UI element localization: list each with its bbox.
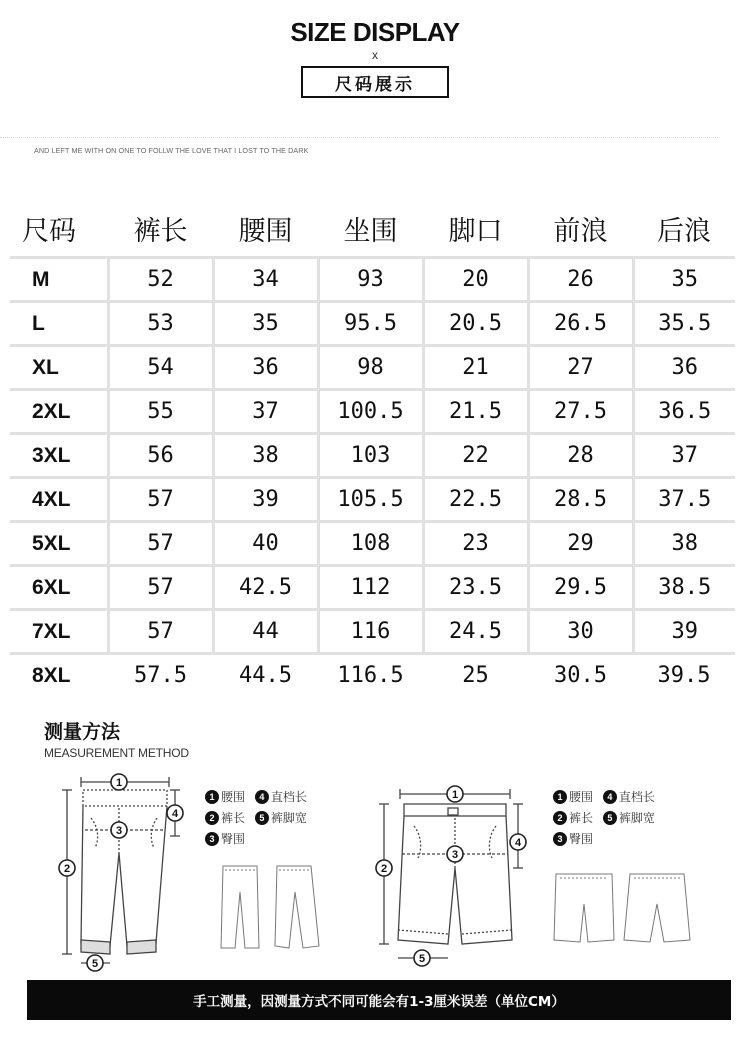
size-cell: 7XL [10, 610, 108, 654]
header-leg-opening: 脚口 [448, 215, 503, 247]
page-title: SIZE DISPLAY [290, 17, 460, 47]
measure-cell: 40 [213, 522, 318, 566]
measure-cell: 35.5 [633, 302, 735, 346]
measure-cell: 26.5 [528, 302, 633, 346]
measure-cell: 27.5 [528, 390, 633, 434]
svg-text:4: 4 [171, 808, 179, 820]
measure-cell: 37 [213, 390, 318, 434]
measure-cell: 22 [423, 434, 528, 478]
method-title: 测量方法 [44, 721, 121, 743]
table-row [10, 654, 735, 697]
header-size: 尺码 [22, 215, 76, 247]
measure-cell: 38 [633, 522, 735, 566]
header-waist: 腰围 [238, 215, 293, 247]
measure-cell: 38 [213, 434, 318, 478]
measure-cell: 35 [213, 302, 318, 346]
measure-cell: 30 [528, 610, 633, 654]
measure-cell: 105.5 [318, 478, 423, 522]
measure-cell: 108 [318, 522, 423, 566]
measure-cell: 21 [423, 346, 528, 390]
svg-text:2: 2 [63, 863, 71, 875]
measure-cell: 24.5 [423, 610, 528, 654]
measure-cell: 38.5 [633, 566, 735, 610]
header-back-rise: 后浪 [657, 215, 711, 247]
size-table [10, 200, 735, 696]
measure-cell: 95.5 [318, 302, 423, 346]
measure-cell: 44 [213, 610, 318, 654]
measure-cell: 39 [633, 610, 735, 654]
shorts-diagram [370, 780, 530, 970]
measure-cell: 100.5 [318, 390, 423, 434]
table-row [10, 390, 735, 434]
measure-cell: 116.5 [318, 654, 423, 697]
measure-cell: 23 [423, 522, 528, 566]
size-cell: 4XL [10, 478, 108, 522]
measure-cell: 39.5 [633, 654, 735, 697]
long-pants-diagram [55, 768, 185, 973]
size-cell: 2XL [10, 390, 108, 434]
measure-cell: 30.5 [528, 654, 633, 697]
table-row [10, 258, 735, 302]
size-cell: 8XL [10, 654, 108, 697]
svg-text:2: 2 [380, 863, 388, 875]
measure-cell: 57.5 [108, 654, 213, 697]
table-row [10, 522, 735, 566]
measure-cell: 57 [108, 566, 213, 610]
measure-cell: 37.5 [633, 478, 735, 522]
measure-cell: 29.5 [528, 566, 633, 610]
measure-cell: 98 [318, 346, 423, 390]
table-row [10, 566, 735, 610]
svg-text:4: 4 [514, 837, 522, 849]
measure-cell: 20.5 [423, 302, 528, 346]
header-divider [0, 137, 720, 138]
table-row [10, 478, 735, 522]
title-x-mark: x [372, 48, 378, 62]
header-hip: 坐围 [343, 215, 398, 247]
measure-cell: 36 [213, 346, 318, 390]
size-cell: 3XL [10, 434, 108, 478]
measure-cell: 23.5 [423, 566, 528, 610]
header-front-rise: 前浪 [553, 215, 608, 247]
measure-cell: 53 [108, 302, 213, 346]
size-cell: M [10, 258, 108, 302]
footer-note: 手工测量，因测量方式不同可能会有1-3厘米误差（单位CM） [27, 980, 731, 1020]
table-header-row [10, 200, 735, 258]
measure-cell: 57 [108, 478, 213, 522]
size-cell: XL [10, 346, 108, 390]
measure-cell: 29 [528, 522, 633, 566]
measure-cell: 34 [213, 258, 318, 302]
measure-cell: 42.5 [213, 566, 318, 610]
shorts-legend: 1 腰围 4 直档长 2 裤长 5 裤脚宽 3 臀围 [553, 786, 703, 849]
header-pants-length: 裤长 [133, 215, 188, 247]
size-cell: L [10, 302, 108, 346]
long-pants-legend: 1 腰围 4 直档长 2 裤长 5 裤脚宽 3 臀围 [205, 786, 345, 849]
svg-text:1: 1 [115, 777, 123, 789]
measure-cell: 20 [423, 258, 528, 302]
size-display-label: 尺码展示 [301, 66, 449, 98]
measure-cell: 25 [423, 654, 528, 697]
svg-text:5: 5 [418, 953, 426, 965]
measure-cell: 21.5 [423, 390, 528, 434]
svg-text:3: 3 [451, 849, 459, 861]
measure-cell: 44.5 [213, 654, 318, 697]
measure-cell: 103 [318, 434, 423, 478]
measure-cell: 93 [318, 258, 423, 302]
method-subtitle: MEASUREMENT METHOD [44, 746, 189, 760]
measure-cell: 116 [318, 610, 423, 654]
svg-text:1: 1 [451, 789, 459, 801]
svg-text:5: 5 [91, 958, 99, 970]
measure-cell: 27 [528, 346, 633, 390]
measure-cell: 28 [528, 434, 633, 478]
table-row [10, 610, 735, 654]
measure-cell: 54 [108, 346, 213, 390]
table-row [10, 302, 735, 346]
measure-cell: 52 [108, 258, 213, 302]
table-row [10, 434, 735, 478]
measure-cell: 35 [633, 258, 735, 302]
measure-cell: 57 [108, 610, 213, 654]
measure-cell: 36.5 [633, 390, 735, 434]
table-row [10, 346, 735, 390]
size-cell: 6XL [10, 566, 108, 610]
long-pants-thumbnails [215, 862, 330, 952]
measure-cell: 37 [633, 434, 735, 478]
tagline: AND LEFT ME WITH ON ONE TO FOLLW THE LOVE THAT I LOST TO THE DARK [34, 146, 309, 155]
measure-cell: 22.5 [423, 478, 528, 522]
measure-cell: 28.5 [528, 478, 633, 522]
measure-cell: 36 [633, 346, 735, 390]
measure-cell: 39 [213, 478, 318, 522]
size-cell: 5XL [10, 522, 108, 566]
measure-cell: 56 [108, 434, 213, 478]
shorts-thumbnails [550, 868, 700, 948]
measure-cell: 112 [318, 566, 423, 610]
measure-cell: 26 [528, 258, 633, 302]
svg-text:3: 3 [115, 825, 123, 837]
measure-cell: 55 [108, 390, 213, 434]
measure-cell: 57 [108, 522, 213, 566]
